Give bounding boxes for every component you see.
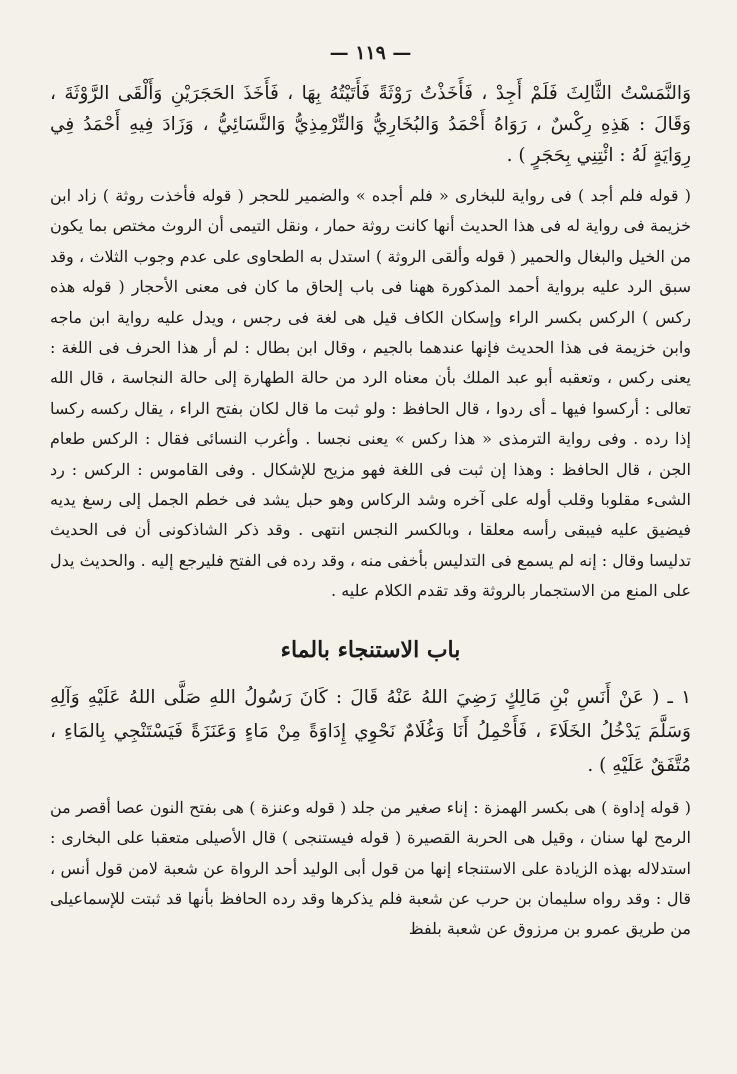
commentary-1	[50, 181, 691, 607]
commentary-paragraph-1: ( قوله فلم أجد ) فى رواية للبخارى « فلم أجده » والضمير للحجر ( قوله فأخذت روثة ) زاد ابن خزيمة فى رواية له فى هذا الحديث أنها كانت روثة حمار ، ونقل التيمى أن الروث مختص بما يكون من الخيل والبغال والحمير ( قوله وألقى الروثة ) استدل به الطحاوى على عدم وجوب الثلاث ، وقد سبق الرد عليه برواية أحمد المذكورة ههنا فى باب إلحاق ما كان فى معنى الأحجار ( قوله هذه ركس ) الركس بكسر الراء وإسكان الكاف قيل هى لغة فى رجس ، ويدل عليه رواية ابن ماجه وابن خزيمة فى هذا الحديث فإنها عندهما بالجيم ، وقال ابن بطال : لم أر هذا الحرف فى اللغة : يعنى ركس ، وتعقبه أبو عبد الملك بأن معناه الرد من حالة الطهارة إلى حالة النجاسة ، قال الله تعالى : أركسوا فيها ـ أى ردوا ، قال الحافظ : ولو ثبت ما قال لكان بفتح الراء ، يقال ركسه ركسا إذا رده . وفى رواية الترمذى « هذا ركس » يعنى نجسا . وأغرب النسائى فقال : الركس طعام الجن ، قال الحافظ : وهذا إن ثبت فى اللغة فهو مزيح للإشكال . وفى القاموس : الركس : رد الشىء مقلوبا وقلب أوله على آخره وشد الركاس وهو حبل يشد فى خطم الجمل إلى رسغ يديه فيضيق عليه فيبقى رأسه معلقا ، وبالكسر النجس انتهى . وقد ذكر الشاذكونى أن فى الحديث تدليسا وقال : إنه لم يسمع فى التدليس بأخفى منه ، وقد رده فى الفتح فليرجع إليه . والحديث يدل على المنع من الاستجمار بالروثة وقد تقدم الكلام عليه .	[50, 186, 692, 601]
spacer	[50, 171, 691, 181]
commentary-paragraph-2: ( قوله إداوة ) هى بكسر الهمزة : إناء صغير من جلد ( قوله وعنزة ) هى بفتح النون عصا أقصر من الرمح لها سنان ، وقيل هى الحربة القصيرة ( قوله فيستنجى ) قال الأصيلى متعقبا على البخارى : استدلاله بهذه الزيادة على الاستنجاء إنها من قول أبى الوليد أحد الرواة عن شعبة لامن قول أنس ، قال : وقد رواه سليمان بن حرب عن شعبة فلم يذكرها وقد رده الحافظ بأنها قد ثبتت للإسماعيلى من طريق عمرو بن مرزوق عن شعبة بلفظ	[50, 797, 692, 939]
hadith-text-1	[50, 78, 691, 171]
hadith-paragraph-1: وَالنَّمَسْتُ الثَّالِثَ فَلَمْ أَجِدْ ، فَأَخَذْتُ رَوْثَةً فَأَتَيْتُهُ بِهَا ، فَأَخَذَ الحَجَرَيْنِ وَأَلْقَى الرَّوْثَةَ ، وَقَالَ : هَذِهِ رِكْسٌ ، رَوَاهُ أَحْمَدُ وَالبُخَارِيُّ وَالتِّرْمِذِيُّ وَالنَّسَائِيُّ ، وَزَادَ فِيهِ أَحْمَدُ فِي رِوَايَةٍ لَهُ : ائْتِنِي بِحَجَرٍ ) .	[50, 83, 691, 166]
chapter-heading: باب الاستنجاء بالماء	[280, 636, 461, 663]
spacer	[50, 783, 691, 793]
commentary-2	[50, 793, 691, 945]
page-number: — ١١٩ —	[329, 42, 412, 64]
hadith-paragraph-2: ١ ـ ( عَنْ أَنَسِ بْنِ مَالِكٍ رَضِيَ اللهُ عَنْهُ قَالَ : كَانَ رَسُولُ اللهِ صَلَّى اللهُ عَلَيْهِ وَآلِهِ وَسَلَّمَ يَدْخُلُ الخَلَاءَ ، فَأَحْمِلُ أَنَا وَغُلَامٌ نَحْوِي إِدَاوَةً مِنْ مَاءٍ وَعَنَزَةً فَيَسْتَنْجِي بِالمَاءِ ، مُتَّفَقٌ عَلَيْهِ ) .	[50, 686, 691, 776]
hadith-text-2	[50, 681, 691, 783]
